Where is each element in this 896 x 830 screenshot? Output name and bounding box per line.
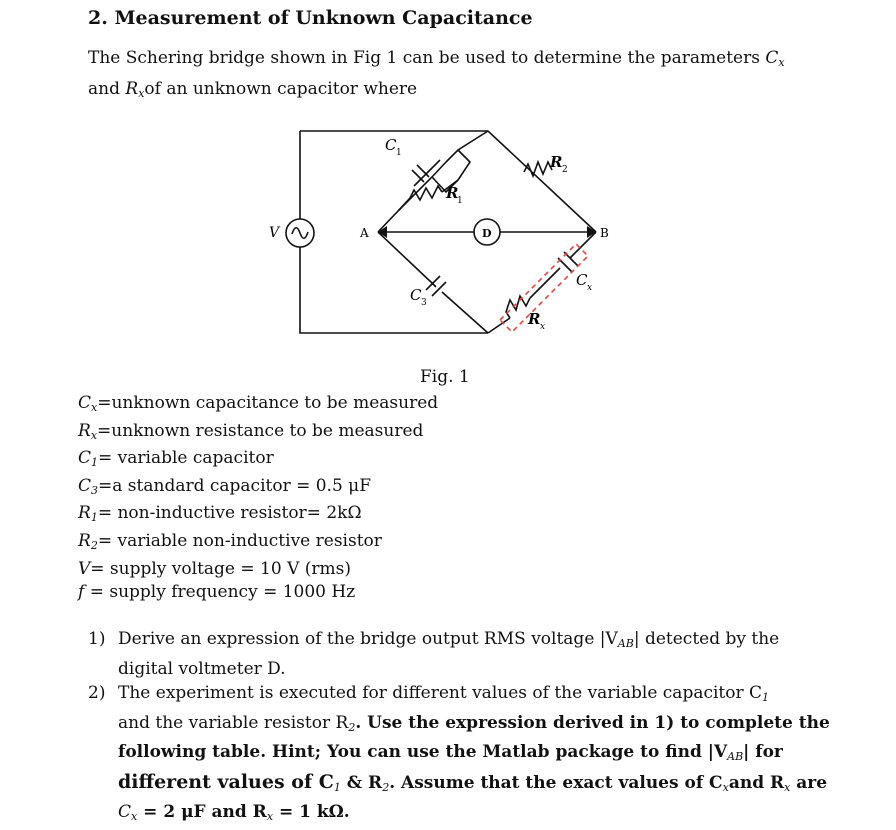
- rx-zigzag: [506, 296, 530, 318]
- question-1: 1) Derive an expression of the bridge output RMS voltage $|V_{AB}|$ detected by the digital voltmeter D.: [88, 629, 780, 679]
- label-b: B: [600, 226, 609, 240]
- intro-line2: of an unknown capacitor where: [144, 79, 418, 99]
- label-rx: R: [528, 310, 541, 328]
- definitions-list: [78, 392, 438, 605]
- label-v: V: [269, 225, 280, 241]
- svg-text:1: 1: [457, 196, 463, 206]
- wire-top: [300, 131, 596, 232]
- label-d: D: [482, 227, 492, 240]
- label-c1: C: [385, 136, 397, 154]
- definition-item: $R_x=unknown$ resistance to be measured: [78, 420, 424, 442]
- cx-capacitor: [558, 252, 578, 272]
- svg-text:x: x: [587, 283, 593, 293]
- figure-caption: Fig. 1: [420, 367, 470, 387]
- section-title: Measurement of Unknown Capacitance: [114, 7, 533, 29]
- svg-text:x: x: [540, 322, 546, 332]
- label-r1: R: [446, 184, 459, 202]
- definition-item: f = supply frequency = 1000 Hz: [78, 582, 356, 603]
- schering-bridge-diagram: [250, 120, 630, 345]
- r1-zigzag: [410, 186, 442, 200]
- definition-item: V= supply voltage = 10 V (rms): [78, 558, 352, 579]
- definition-item: $R_2=$ variable non-inductive resistor: [78, 530, 382, 552]
- section-heading: [88, 7, 533, 29]
- intro-line1: The Schering bridge shown in Fig 1 can be used to determine the parameters: [88, 48, 766, 68]
- unknown-capacitor-box: [500, 244, 588, 332]
- definition-item: $C_3=a$ standard capacitor = 0.5 μF: [78, 475, 372, 497]
- section-number: 2.: [88, 7, 108, 29]
- svg-text:2: 2: [562, 165, 568, 175]
- svg-text:1: 1: [396, 148, 402, 158]
- label-c3: C: [410, 286, 422, 304]
- label-a: A: [360, 226, 369, 240]
- questions-list: [88, 627, 848, 830]
- label-cx: C: [576, 271, 588, 289]
- svg-text:3: 3: [421, 298, 427, 308]
- intro-paragraph: The Schering bridge shown in Fig 1 can be used to determine the parameters $C_x$ and $R_xof$ an unknown capacitor where: [88, 48, 785, 100]
- label-r2: R: [550, 153, 563, 171]
- definition-item: $C_1=$ variable capacitor: [78, 448, 274, 470]
- definition-item: $R_1=$ non-inductive resistor= 2kΩ: [78, 503, 362, 525]
- definition-item: $C_x=unknown$ capacitance to be measured: [78, 393, 439, 414]
- question-2: 2) The experiment is executed for different values of the variable capacitor $C_1$ and the variable resistor $R_2$. Use the expression derived in 1) to complete the following table. Hint; You can use the Matlab package to find $|V_{AB}|$ for different values of $C_1$ & $R_2$. Assume that the exact values of $C_xand$ $R_x$ are $C_x = 2$ μF and $R_x = 1$ kΩ.: [88, 683, 830, 823]
